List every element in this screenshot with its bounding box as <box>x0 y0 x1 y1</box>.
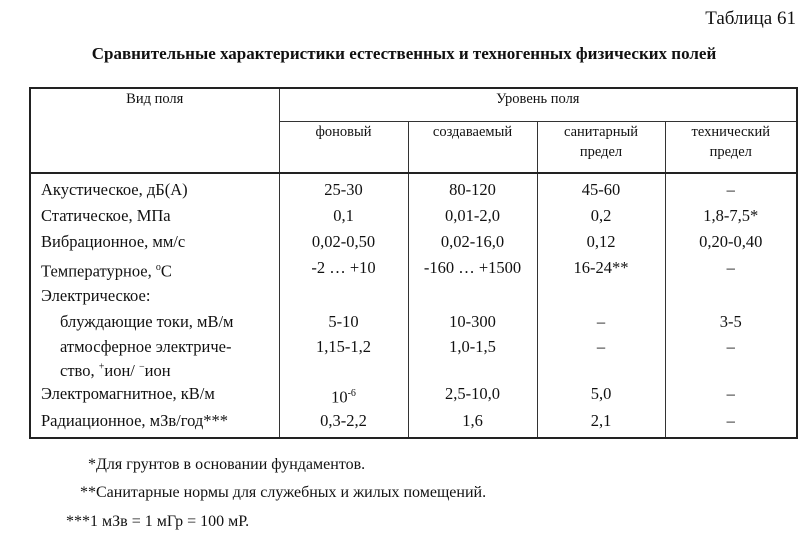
row-temperature-name <box>30 256 279 284</box>
header-field-type: Вид поля <box>30 88 279 173</box>
row-electric-background <box>279 284 408 310</box>
power-base: 10 <box>331 387 348 406</box>
row-electric-name: Электрическое: <box>41 285 151 305</box>
header-technical-line2: предел <box>709 144 752 160</box>
header-technical-line1: технический <box>691 124 770 140</box>
row-stray-background: 5-10 <box>279 310 408 336</box>
footnote-1: *Для грунтов в основании фундаментов. <box>88 456 366 473</box>
row-static-sanitary: 0,2 <box>537 204 665 230</box>
row-temperature-background: -2 … +10 <box>279 256 408 284</box>
row-atmospheric-prefix: ство, <box>60 361 99 380</box>
ion-negative: ион <box>144 361 171 380</box>
table-row <box>30 336 797 382</box>
row-vibration-created: 0,02-16,0 <box>408 230 537 256</box>
header-background: фоновый <box>279 122 408 174</box>
row-stray-sanitary: – <box>537 310 665 336</box>
table-row <box>30 310 797 336</box>
row-static-created: 0,01-2,0 <box>408 204 537 230</box>
row-atmospheric-created: 1,0-1,5 <box>408 336 537 382</box>
header-created: создаваемый <box>408 122 537 174</box>
row-acoustic-created: 80-120 <box>408 173 537 204</box>
table-title: Сравнительные характеристики естественных и техногенных физических полей <box>91 44 717 63</box>
row-acoustic-name: Акустическое, дБ(А) <box>30 173 279 204</box>
row-electromagnetic-created: 2,5-10,0 <box>408 382 537 410</box>
row-electric-sanitary <box>537 284 665 310</box>
row-electromagnetic-background <box>279 382 408 410</box>
table-row <box>30 230 797 256</box>
row-atmospheric-name <box>30 336 279 382</box>
ion-positive: ион/ <box>104 361 139 380</box>
row-electromagnetic-sanitary: 5,0 <box>537 382 665 410</box>
row-vibration-background: 0,02-0,50 <box>279 230 408 256</box>
header-sanitary <box>537 122 665 174</box>
footnote-2: **Санитарные нормы для служебных и жилых помещений. <box>80 484 487 501</box>
row-vibration-name: Вибрационное, мм/с <box>41 232 186 251</box>
table-row <box>30 382 797 410</box>
row-stray-name: блуждающие токи, мВ/м <box>60 311 234 331</box>
row-radiation-sanitary: 2,1 <box>537 409 665 438</box>
row-atmospheric-line1: атмосферное электриче- <box>60 336 232 356</box>
row-temperature-sanitary: 16-24** <box>537 256 665 284</box>
header-sanitary-line1: санитарный <box>563 124 639 140</box>
row-temperature-unit: С <box>160 261 172 281</box>
table-row <box>30 173 797 204</box>
table-number: Таблица 61 <box>705 8 796 29</box>
row-acoustic-technical: – <box>665 173 797 204</box>
row-stray-technical: 3-5 <box>665 310 797 336</box>
row-electric-created <box>408 284 537 310</box>
row-static-technical: 1,8-7,5* <box>665 204 797 230</box>
table-row <box>30 256 797 284</box>
table-row <box>30 409 797 438</box>
row-temperature-technical: – <box>665 256 797 284</box>
row-static-name: Статическое, МПа <box>41 206 171 225</box>
row-atmospheric-sanitary: – <box>537 336 665 382</box>
row-stray-created: 10-300 <box>408 310 537 336</box>
header-row-1 <box>30 88 797 122</box>
row-acoustic-sanitary: 45-60 <box>537 173 665 204</box>
power-exponent: -6 <box>347 387 356 399</box>
row-radiation-technical: – <box>665 409 797 438</box>
row-vibration-technical: 0,20-0,40 <box>665 230 797 256</box>
row-static-background: 0,1 <box>279 204 408 230</box>
minus-mark: − <box>138 361 145 373</box>
row-acoustic-background: 25-30 <box>279 173 408 204</box>
degree-mark: o <box>155 262 161 273</box>
row-temperature-prefix: Температурное, <box>41 261 156 281</box>
row-radiation-background: 0,3-2,2 <box>279 409 408 438</box>
row-atmospheric-background: 1,15-1,2 <box>279 336 408 382</box>
row-atmospheric-line2 <box>60 361 171 380</box>
header-technical <box>665 122 797 174</box>
row-vibration-sanitary: 0,12 <box>537 230 665 256</box>
row-electromagnetic-name: Электромагнитное, кВ/м <box>41 383 215 403</box>
table-row <box>30 284 797 310</box>
row-electromagnetic-technical: – <box>665 382 797 410</box>
row-radiation-name: Радиационное, мЗв/год*** <box>41 411 229 430</box>
table-row <box>30 204 797 230</box>
row-radiation-created: 1,6 <box>408 409 537 438</box>
footnote-3: ***1 мЗв = 1 мГр = 100 мР. <box>66 513 250 530</box>
row-temperature-created: -160 … +1500 <box>408 256 537 284</box>
plus-mark: + <box>98 361 105 373</box>
header-level: Уровень поля <box>279 88 797 122</box>
header-sanitary-line2: предел <box>579 144 623 160</box>
comparison-table <box>29 87 798 439</box>
row-atmospheric-technical: – <box>665 336 797 382</box>
row-electric-technical <box>665 284 797 310</box>
